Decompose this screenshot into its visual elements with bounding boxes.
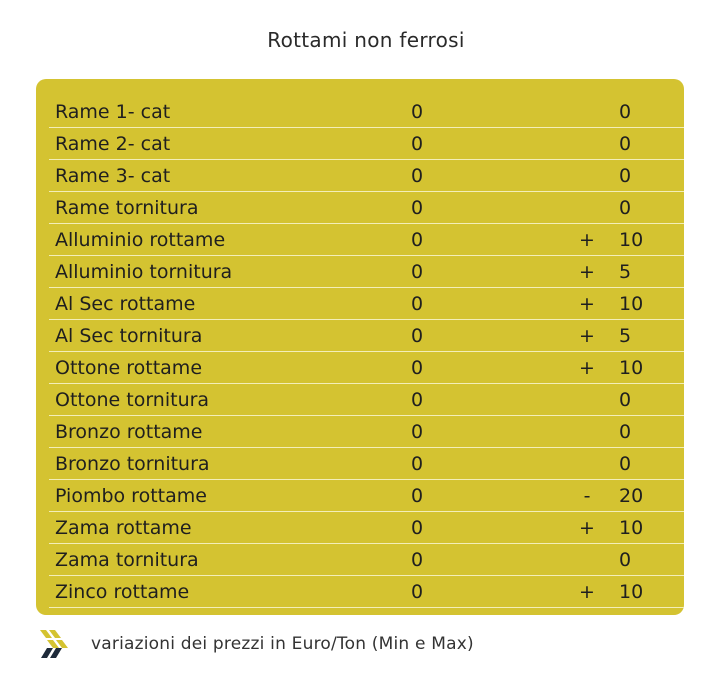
material-name: Alluminio rottame	[55, 229, 226, 251]
variation-sign: +	[579, 357, 595, 379]
table-row	[49, 224, 684, 256]
min-price: 0	[411, 581, 424, 603]
min-price: 0	[411, 133, 424, 155]
table-row	[49, 256, 684, 288]
material-name: Rame 3- cat	[55, 165, 171, 187]
table-row	[49, 352, 684, 384]
material-name: Alluminio tornitura	[55, 261, 233, 283]
max-price: 20	[619, 485, 644, 507]
max-price: 10	[619, 229, 644, 251]
page-title: Rottami non ferrosi	[267, 28, 465, 52]
table-row	[49, 320, 684, 352]
min-price: 0	[411, 549, 424, 571]
material-name: Al Sec tornitura	[55, 325, 203, 347]
max-price: 10	[619, 581, 644, 603]
max-price: 5	[619, 325, 632, 347]
max-price: 0	[619, 549, 632, 571]
variation-sign: +	[579, 517, 595, 539]
min-price: 0	[411, 517, 424, 539]
table-row	[49, 288, 684, 320]
max-price: 0	[619, 165, 632, 187]
footer	[38, 628, 474, 660]
price-table	[49, 96, 684, 608]
footer-note: variazioni dei prezzi in Euro/Ton (Min e Max)	[91, 634, 474, 654]
table-row	[49, 544, 684, 576]
variation-sign: -	[583, 485, 591, 507]
material-name: Zama tornitura	[55, 549, 199, 571]
max-price: 10	[619, 517, 644, 539]
min-price: 0	[411, 197, 424, 219]
min-price: 0	[411, 453, 424, 475]
table-row	[49, 160, 684, 192]
material-name: Ottone rottame	[55, 357, 203, 379]
variation-sign: +	[579, 325, 595, 347]
table-row	[49, 448, 684, 480]
max-price: 0	[619, 453, 632, 475]
max-price: 0	[619, 421, 632, 443]
double-chevron-logo-icon	[38, 628, 70, 660]
max-price: 0	[619, 389, 632, 411]
material-name: Zama rottame	[55, 517, 192, 539]
min-price: 0	[411, 357, 424, 379]
material-name: Bronzo tornitura	[55, 453, 210, 475]
price-table-panel	[36, 79, 684, 615]
table-row	[49, 384, 684, 416]
min-price: 0	[411, 485, 424, 507]
table-row	[49, 192, 684, 224]
material-name: Bronzo rottame	[55, 421, 203, 443]
max-price: 10	[619, 293, 644, 315]
table-row	[49, 576, 684, 608]
min-price: 0	[411, 165, 424, 187]
table-row	[49, 128, 684, 160]
material-name: Piombo rottame	[55, 485, 207, 507]
material-name: Zinco rottame	[55, 581, 190, 603]
min-price: 0	[411, 389, 424, 411]
material-name: Al Sec rottame	[55, 293, 196, 315]
material-name: Rame 1- cat	[55, 101, 171, 123]
max-price: 5	[619, 261, 632, 283]
max-price: 0	[619, 133, 632, 155]
variation-sign: +	[579, 229, 595, 251]
variation-sign: +	[579, 261, 595, 283]
material-name: Rame tornitura	[55, 197, 199, 219]
material-name: Rame 2- cat	[55, 133, 171, 155]
variation-sign: +	[579, 293, 595, 315]
table-row	[49, 96, 684, 128]
min-price: 0	[411, 229, 424, 251]
max-price: 0	[619, 101, 632, 123]
min-price: 0	[411, 325, 424, 347]
material-name: Ottone tornitura	[55, 389, 210, 411]
max-price: 10	[619, 357, 644, 379]
variation-sign: +	[579, 581, 595, 603]
table-row	[49, 416, 684, 448]
min-price: 0	[411, 101, 424, 123]
table-row	[49, 512, 684, 544]
min-price: 0	[411, 261, 424, 283]
table-row	[49, 480, 684, 512]
min-price: 0	[411, 293, 424, 315]
max-price: 0	[619, 197, 632, 219]
min-price: 0	[411, 421, 424, 443]
